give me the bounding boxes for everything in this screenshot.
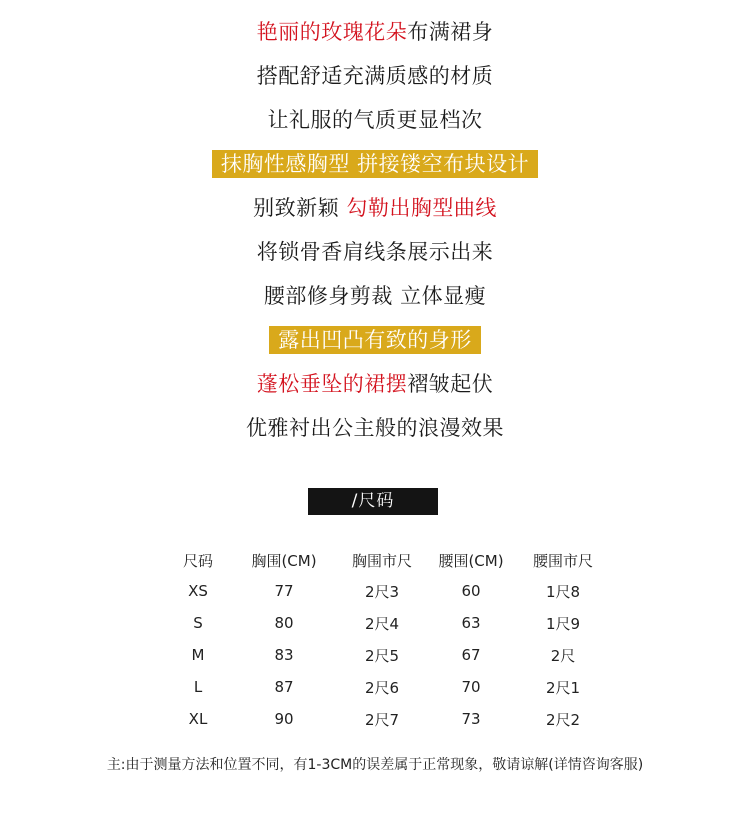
size-table-header-row [168, 545, 608, 575]
cell-bust-cm: 90 [274, 710, 294, 728]
desc-line-1 [0, 18, 750, 46]
cell-bust-cm: 83 [274, 646, 294, 664]
header-size: 尺码 [182, 551, 213, 570]
cell-waist-cm: 73 [461, 710, 481, 728]
cell-waist-chi: 2尺2 [545, 710, 581, 729]
desc-red-text: 勾勒出胸型曲线 [346, 196, 497, 220]
cell-bust-chi: 2尺4 [364, 614, 400, 633]
desc-line-5 [0, 194, 750, 222]
cell-size: XL [188, 710, 208, 728]
desc-highlight-text: 露出凹凸有致的身形 [269, 326, 481, 354]
cell-waist-cm: 70 [461, 678, 481, 696]
desc-highlight-text: 抹胸性感胸型 拼接镂空布块设计 [212, 150, 538, 178]
desc-text: 布满裙身 [407, 20, 494, 44]
cell-waist-chi: 1尺8 [545, 582, 581, 601]
cell-waist-cm: 60 [461, 582, 481, 600]
desc-text: 腰部修身剪裁 立体显瘦 [263, 284, 487, 308]
desc-text: 将锁骨香肩线条展示出来 [256, 240, 494, 264]
cell-waist-chi: 2尺 [550, 646, 576, 665]
cell-bust-chi: 2尺5 [364, 646, 400, 665]
cell-size: XS [188, 582, 208, 600]
cell-bust-chi: 2尺6 [364, 678, 400, 697]
size-table [168, 545, 608, 735]
desc-text: 褶皱起伏 [407, 372, 494, 396]
cell-waist-cm: 67 [461, 646, 481, 664]
size-section-title: /尺码 [308, 488, 438, 515]
table-row [168, 703, 608, 735]
desc-red-text: 蓬松垂坠的裙摆 [256, 372, 408, 396]
desc-text: 优雅衬出公主般的浪漫效果 [246, 416, 504, 440]
header-waist-cm: 腰围(CM) [438, 551, 504, 570]
cell-bust-chi: 2尺7 [364, 710, 400, 729]
desc-line-9 [0, 370, 750, 398]
table-row [168, 607, 608, 639]
cell-size: S [193, 614, 203, 632]
desc-line-3 [0, 106, 750, 134]
desc-red-text: 艳丽的玫瑰花朵 [256, 20, 408, 44]
desc-text: 让礼服的气质更显档次 [267, 108, 483, 132]
cell-bust-cm: 77 [274, 582, 294, 600]
measurement-note: 主:由于测量方法和位置不同，有1-3CM的误差属于正常现象，敬请谅解(详情咨询客服) [106, 757, 644, 773]
desc-line-8 [0, 326, 750, 354]
cell-bust-cm: 80 [274, 614, 294, 632]
cell-waist-chi: 1尺9 [545, 614, 581, 633]
cell-size: L [193, 678, 203, 696]
cell-waist-chi: 2尺1 [545, 678, 581, 697]
cell-bust-cm: 87 [274, 678, 294, 696]
desc-line-4 [0, 150, 750, 178]
cell-bust-chi: 2尺3 [364, 582, 400, 601]
cell-waist-cm: 63 [461, 614, 481, 632]
desc-line-6 [0, 238, 750, 266]
table-row [168, 575, 608, 607]
desc-text: 别致新颖 [253, 196, 347, 220]
cell-size: M [191, 646, 205, 664]
header-bust-cm: 胸围(CM) [251, 551, 317, 570]
header-bust-chi: 胸围市尺 [351, 551, 412, 570]
header-waist-chi: 腰围市尺 [532, 551, 593, 570]
desc-line-2 [0, 62, 750, 90]
desc-line-10 [0, 414, 750, 442]
table-row [168, 671, 608, 703]
table-row [168, 639, 608, 671]
desc-text: 搭配舒适充满质感的材质 [256, 64, 494, 88]
desc-line-7 [0, 282, 750, 310]
